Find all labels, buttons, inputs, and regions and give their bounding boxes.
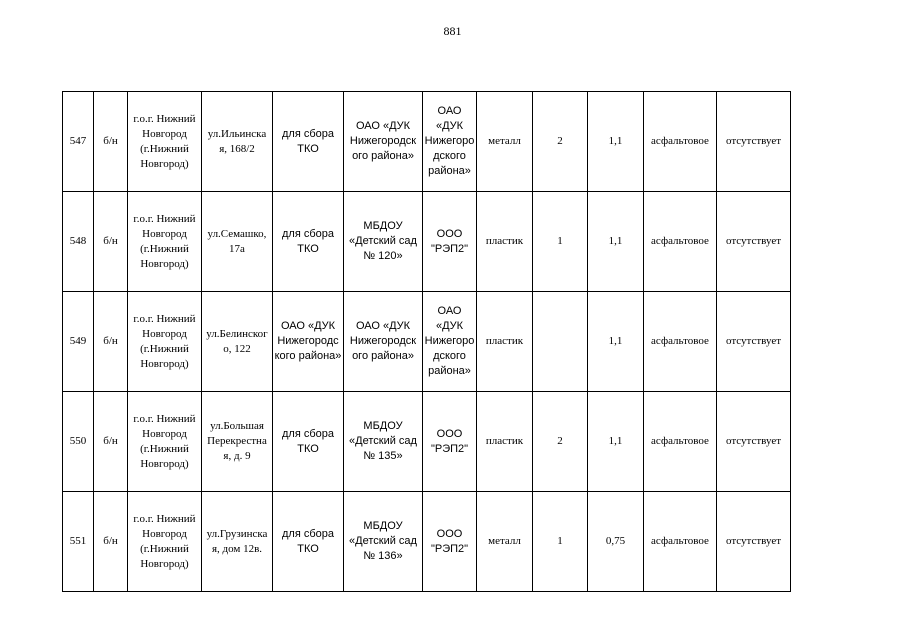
cell-line: Нижегородск — [349, 335, 417, 347]
cell-container-count — [533, 192, 588, 292]
cell-registration — [94, 192, 128, 292]
cell-material — [477, 92, 533, 192]
cell-fence — [717, 492, 791, 592]
cell-text: 548 — [69, 235, 87, 247]
cell-text: отсутствует — [725, 435, 782, 447]
cell-text: б/н — [103, 235, 118, 247]
cell-text: пластик — [485, 335, 524, 347]
cell-line: «Детский сад — [349, 435, 417, 447]
cell-line: я, дом 12в. — [211, 542, 263, 555]
cell-municipality — [128, 492, 202, 592]
cell-owner — [344, 292, 423, 392]
cell-address — [202, 292, 273, 392]
cell-number — [63, 492, 94, 592]
cell-line: ого района» — [352, 350, 414, 362]
cell-text: 2 — [557, 435, 563, 447]
cell-line: «Детский сад — [349, 535, 417, 547]
cell-text: отсутствует — [725, 235, 782, 247]
cell-volume — [588, 192, 644, 292]
cell-text: асфальтовое — [651, 435, 709, 447]
cell-surface — [644, 292, 717, 392]
cell-volume — [588, 392, 644, 492]
cell-line: Новгород) — [140, 157, 189, 170]
cell-surface — [644, 492, 717, 592]
cell-line: для сбора — [281, 427, 334, 440]
cell-text: 549 — [69, 335, 87, 347]
cell-text: 0,75 — [605, 535, 626, 547]
cell-registration — [94, 492, 128, 592]
cell-line: ООО — [436, 427, 463, 440]
cell-line: Новгород — [142, 127, 187, 140]
cell-fence — [717, 292, 791, 392]
cell-municipality — [128, 392, 202, 492]
cell-volume — [588, 492, 644, 592]
cell-line: Нижегоро — [424, 135, 475, 147]
cell-line: г.о.г. Нижний — [133, 512, 196, 525]
cell-purpose — [273, 92, 344, 192]
cell-line: ТКО — [297, 242, 319, 255]
cell-text: отсутствует — [725, 135, 782, 147]
cell-line: ОАО — [437, 105, 462, 117]
cell-line: для сбора — [281, 527, 334, 540]
table-row — [63, 492, 791, 592]
cell-line: Новгород — [142, 427, 187, 440]
cell-purpose — [273, 492, 344, 592]
cell-text: 1,1 — [608, 235, 623, 247]
cell-line: г.о.г. Нижний — [133, 412, 196, 425]
cell-text: пластик — [485, 435, 524, 447]
cell-line: ул.Семашко, — [207, 227, 267, 240]
cell-line: (г.Нижний — [140, 442, 189, 455]
cell-line: я, д. 9 — [223, 450, 251, 462]
cell-surface — [644, 392, 717, 492]
cell-operator — [423, 492, 477, 592]
cell-line: ОАО «ДУК — [280, 320, 336, 332]
cell-line: Новгород — [142, 227, 187, 240]
cell-text: 1 — [557, 235, 563, 247]
cell-line: Новгород) — [140, 257, 189, 270]
cell-operator — [423, 392, 477, 492]
cell-surface — [644, 92, 717, 192]
cell-purpose — [273, 392, 344, 492]
table-row — [63, 392, 791, 492]
cell-operator — [423, 192, 477, 292]
cell-line: Нижегородс — [277, 335, 339, 347]
cell-text: металл — [488, 135, 521, 147]
cell-line: ОАО «ДУК — [355, 320, 411, 332]
cell-container-count — [533, 492, 588, 592]
cell-line: ул.Грузинска — [206, 527, 268, 540]
cell-operator — [423, 92, 477, 192]
cell-text: асфальтовое — [651, 235, 709, 247]
cell-text: отсутствует — [725, 535, 782, 547]
cell-line: я, 168/2 — [219, 142, 255, 155]
cell-purpose — [273, 192, 344, 292]
cell-line: МБДОУ — [363, 220, 403, 232]
cell-text: 1,1 — [608, 435, 623, 447]
cell-text: 547 — [69, 135, 87, 147]
cell-material — [477, 492, 533, 592]
cell-line: МБДОУ — [363, 520, 403, 532]
cell-owner — [344, 192, 423, 292]
cell-container-count — [533, 292, 588, 392]
cell-purpose — [273, 292, 344, 392]
cell-line: «ДУК — [435, 120, 464, 132]
cell-text: 551 — [69, 535, 87, 547]
cell-line: ТКО — [297, 542, 319, 555]
cell-line: г.о.г. Нижний — [133, 112, 196, 125]
cell-text: 1 — [557, 535, 563, 547]
cell-line: "РЭП2" — [430, 542, 469, 555]
cell-number — [63, 392, 94, 492]
cell-text: 2 — [557, 135, 563, 147]
cell-line: Новгород) — [140, 357, 189, 370]
cell-text: пластик — [485, 235, 524, 247]
cell-line: кого района» — [274, 350, 342, 362]
cell-number — [63, 292, 94, 392]
cell-line: "РЭП2" — [430, 242, 469, 255]
cell-address — [202, 392, 273, 492]
cell-line: Новгород — [142, 527, 187, 540]
cell-volume — [588, 92, 644, 192]
cell-line: для сбора — [281, 127, 334, 140]
cell-address — [202, 92, 273, 192]
table-body — [63, 92, 791, 592]
cell-material — [477, 392, 533, 492]
cell-line: «Детский сад — [349, 235, 417, 247]
cell-line: 17а — [229, 242, 245, 255]
cell-text: 1,1 — [608, 335, 623, 347]
cell-line: (г.Нижний — [140, 542, 189, 555]
cell-address — [202, 192, 273, 292]
cell-text: б/н — [103, 435, 118, 447]
cell-line: ТКО — [297, 442, 319, 455]
cell-line: дского — [433, 150, 466, 162]
cell-number — [63, 192, 94, 292]
page-number: 881 — [443, 24, 462, 38]
cell-line: для сбора — [281, 227, 334, 240]
cell-line: № 136» — [363, 550, 403, 562]
cell-fence — [717, 392, 791, 492]
cell-line: г.о.г. Нижний — [133, 312, 196, 325]
cell-fence — [717, 192, 791, 292]
cell-line: ООО — [436, 227, 463, 240]
cell-text: б/н — [103, 135, 118, 147]
cell-line: Новгород) — [140, 457, 189, 470]
cell-line: ОАО — [437, 305, 462, 317]
cell-line: Перекрестна — [207, 435, 267, 447]
cell-operator — [423, 292, 477, 392]
cell-text: 550 — [69, 435, 87, 447]
table-row — [63, 292, 791, 392]
cell-line: ого района» — [352, 150, 414, 162]
cell-line: Новгород) — [140, 557, 189, 570]
table-row — [63, 192, 791, 292]
cell-address — [202, 492, 273, 592]
cell-text: асфальтовое — [651, 135, 709, 147]
cell-line: МБДОУ — [363, 420, 403, 432]
cell-line: Нижегоро — [424, 335, 475, 347]
cell-surface — [644, 192, 717, 292]
cell-line: ул.Белинског — [206, 327, 268, 340]
cell-line: «ДУК — [435, 320, 464, 332]
cell-line: ул.Ильинска — [207, 127, 267, 140]
cell-line: Новгород — [142, 327, 187, 340]
cell-line: № 120» — [363, 250, 403, 262]
cell-registration — [94, 292, 128, 392]
cell-text: металл — [488, 535, 521, 547]
cell-municipality — [128, 192, 202, 292]
cell-line: района» — [428, 165, 471, 177]
cell-line: (г.Нижний — [140, 242, 189, 255]
table-row — [63, 92, 791, 192]
cell-text: асфальтовое — [651, 535, 709, 547]
cell-material — [477, 292, 533, 392]
cell-line: ОАО «ДУК — [355, 120, 411, 132]
cell-owner — [344, 92, 423, 192]
cell-line: "РЭП2" — [430, 442, 469, 455]
cell-owner — [344, 392, 423, 492]
cell-volume — [588, 292, 644, 392]
cell-text: отсутствует — [725, 335, 782, 347]
registry-table — [62, 91, 791, 592]
cell-text: б/н — [103, 535, 118, 547]
cell-container-count — [533, 92, 588, 192]
cell-material — [477, 192, 533, 292]
cell-line: района» — [428, 365, 471, 377]
cell-line: о, 122 — [223, 342, 251, 355]
cell-line: ТКО — [297, 142, 319, 155]
cell-text: асфальтовое — [651, 335, 709, 347]
cell-registration — [94, 392, 128, 492]
cell-line: ООО — [436, 527, 463, 540]
cell-municipality — [128, 292, 202, 392]
cell-owner — [344, 492, 423, 592]
cell-registration — [94, 92, 128, 192]
cell-number — [63, 92, 94, 192]
cell-text: б/н — [103, 335, 118, 347]
cell-municipality — [128, 92, 202, 192]
cell-line: (г.Нижний — [140, 342, 189, 355]
cell-line: г.о.г. Нижний — [133, 212, 196, 225]
cell-line: Нижегородск — [349, 135, 417, 147]
cell-text: 1,1 — [608, 135, 623, 147]
cell-line: дского — [433, 350, 466, 362]
cell-fence — [717, 92, 791, 192]
cell-line: ул.Большая — [210, 420, 264, 432]
cell-line: (г.Нижний — [140, 142, 189, 155]
cell-line: № 135» — [363, 450, 403, 462]
cell-container-count — [533, 392, 588, 492]
